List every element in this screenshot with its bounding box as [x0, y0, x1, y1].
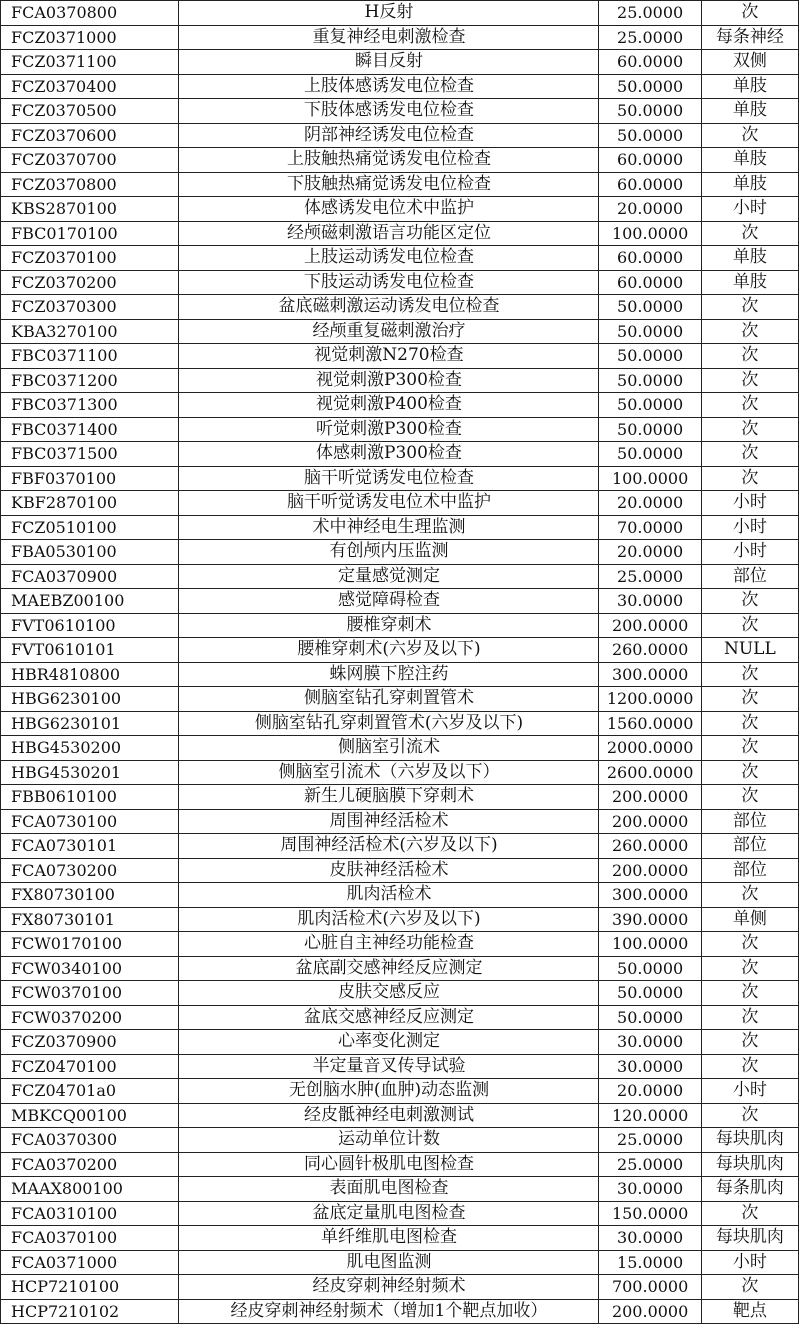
price-cell: 20.0000: [599, 491, 701, 516]
unit-cell: 单肢: [701, 148, 798, 173]
price-cell: 200.0000: [599, 785, 701, 810]
price-cell: 20.0000: [599, 540, 701, 565]
item-code-cell: HBG4530200: [1, 736, 179, 761]
item-name-cell: 盆底交感神经反应测定: [179, 1005, 599, 1030]
table-row: [1, 1128, 799, 1153]
table-row: [1, 589, 799, 614]
unit-cell: 每块肌肉: [701, 1152, 798, 1177]
table-row: [1, 564, 799, 589]
item-code-cell: FCZ0370800: [1, 172, 179, 197]
price-cell: 50.0000: [599, 368, 701, 393]
fee-table-body: [1, 1, 799, 1324]
unit-cell: 次: [701, 883, 798, 908]
table-row: [1, 883, 799, 908]
unit-cell: 次: [701, 417, 798, 442]
item-name-cell: 肌电图监测: [179, 1250, 599, 1275]
item-name-cell: 同心圆针极肌电图检查: [179, 1152, 599, 1177]
item-name-cell: 经颅磁刺激语言功能区定位: [179, 221, 599, 246]
item-code-cell: FBC0371200: [1, 368, 179, 393]
unit-cell: 部位: [701, 858, 798, 883]
table-row: [1, 172, 799, 197]
price-cell: 260.0000: [599, 834, 701, 859]
table-row: [1, 1226, 799, 1251]
table-row: [1, 491, 799, 516]
unit-cell: 小时: [701, 1250, 798, 1275]
item-code-cell: FBB0610100: [1, 785, 179, 810]
item-name-cell: 新生儿硬脑膜下穿刺术: [179, 785, 599, 810]
price-cell: 50.0000: [599, 981, 701, 1006]
price-cell: 300.0000: [599, 883, 701, 908]
table-row: [1, 123, 799, 148]
unit-cell: 次: [701, 589, 798, 614]
item-name-cell: 视觉刺激P300检查: [179, 368, 599, 393]
unit-cell: 次: [701, 662, 798, 687]
table-row: [1, 711, 799, 736]
table-row: [1, 393, 799, 418]
table-row: [1, 1177, 799, 1202]
price-cell: 30.0000: [599, 1054, 701, 1079]
item-code-cell: HCP7210100: [1, 1275, 179, 1300]
unit-cell: 次: [701, 1103, 798, 1128]
item-code-cell: FBC0371100: [1, 344, 179, 369]
item-name-cell: 阴部神经诱发电位检查: [179, 123, 599, 148]
table-row: [1, 1152, 799, 1177]
item-name-cell: 运动单位计数: [179, 1128, 599, 1153]
item-name-cell: 盆底定量肌电图检查: [179, 1201, 599, 1226]
price-cell: 390.0000: [599, 907, 701, 932]
price-cell: 30.0000: [599, 1030, 701, 1055]
table-row: [1, 736, 799, 761]
item-code-cell: FX80730100: [1, 883, 179, 908]
item-name-cell: 无创脑水肿(血肿)动态监测: [179, 1079, 599, 1104]
unit-cell: 次: [701, 221, 798, 246]
price-cell: 60.0000: [599, 172, 701, 197]
item-code-cell: KBS2870100: [1, 197, 179, 222]
item-code-cell: FBA0530100: [1, 540, 179, 565]
unit-cell: 次: [701, 1030, 798, 1055]
price-cell: 25.0000: [599, 25, 701, 50]
price-cell: 260.0000: [599, 638, 701, 663]
price-cell: 100.0000: [599, 466, 701, 491]
item-code-cell: FCA0371000: [1, 1250, 179, 1275]
item-name-cell: 皮肤交感反应: [179, 981, 599, 1006]
item-name-cell: 视觉刺激N270检查: [179, 344, 599, 369]
item-code-cell: FCA0730100: [1, 809, 179, 834]
item-name-cell: 侧脑室钻孔穿刺置管术(六岁及以下): [179, 711, 599, 736]
price-cell: 2600.0000: [599, 760, 701, 785]
unit-cell: 次: [701, 466, 798, 491]
item-name-cell: 脑干听觉诱发电位检查: [179, 466, 599, 491]
table-row: [1, 956, 799, 981]
price-cell: 30.0000: [599, 1226, 701, 1251]
item-name-cell: 侧脑室钻孔穿刺置管术: [179, 687, 599, 712]
item-code-cell: HBG6230101: [1, 711, 179, 736]
price-cell: 60.0000: [599, 148, 701, 173]
item-name-cell: 脑干听觉诱发电位术中监护: [179, 491, 599, 516]
item-code-cell: FCZ0510100: [1, 515, 179, 540]
table-row: [1, 1103, 799, 1128]
item-code-cell: HCP7210102: [1, 1299, 179, 1324]
price-cell: 1560.0000: [599, 711, 701, 736]
item-code-cell: FCA0370100: [1, 1226, 179, 1251]
table-row: [1, 74, 799, 99]
item-code-cell: FCZ0370500: [1, 99, 179, 124]
price-cell: 20.0000: [599, 1079, 701, 1104]
price-cell: 50.0000: [599, 344, 701, 369]
table-row: [1, 1201, 799, 1226]
unit-cell: 部位: [701, 809, 798, 834]
price-cell: 25.0000: [599, 1152, 701, 1177]
price-cell: 25.0000: [599, 1128, 701, 1153]
item-code-cell: FCA0730200: [1, 858, 179, 883]
item-name-cell: 重复神经电刺激检查: [179, 25, 599, 50]
item-name-cell: 腰椎穿刺术(六岁及以下): [179, 638, 599, 663]
item-code-cell: FCZ0370600: [1, 123, 179, 148]
table-row: [1, 809, 799, 834]
table-row: [1, 1, 799, 26]
table-row: [1, 540, 799, 565]
table-row: [1, 25, 799, 50]
item-code-cell: FCW0370200: [1, 1005, 179, 1030]
item-name-cell: 盆底磁刺激运动诱发电位检查: [179, 295, 599, 320]
item-code-cell: MBKCQ00100: [1, 1103, 179, 1128]
item-code-cell: FCZ0370700: [1, 148, 179, 173]
table-row: [1, 417, 799, 442]
unit-cell: 次: [701, 932, 798, 957]
item-name-cell: 半定量音叉传导试验: [179, 1054, 599, 1079]
unit-cell: NULL: [701, 638, 798, 663]
item-name-cell: 上肢体感诱发电位检查: [179, 74, 599, 99]
item-code-cell: FBC0170100: [1, 221, 179, 246]
item-code-cell: HBR4810800: [1, 662, 179, 687]
unit-cell: 次: [701, 1, 798, 26]
item-code-cell: FCA0370800: [1, 1, 179, 26]
item-code-cell: FBF0370100: [1, 466, 179, 491]
unit-cell: 部位: [701, 834, 798, 859]
price-cell: 25.0000: [599, 564, 701, 589]
item-code-cell: HBG6230100: [1, 687, 179, 712]
price-cell: 200.0000: [599, 858, 701, 883]
unit-cell: 次: [701, 442, 798, 467]
item-name-cell: 下肢运动诱发电位检查: [179, 270, 599, 295]
item-code-cell: FCA0370900: [1, 564, 179, 589]
price-cell: 200.0000: [599, 1299, 701, 1324]
price-cell: 60.0000: [599, 270, 701, 295]
item-name-cell: 表面肌电图检查: [179, 1177, 599, 1202]
price-cell: 120.0000: [599, 1103, 701, 1128]
table-row: [1, 1054, 799, 1079]
item-name-cell: H反射: [179, 1, 599, 26]
price-cell: 50.0000: [599, 442, 701, 467]
unit-cell: 次: [701, 711, 798, 736]
unit-cell: 每条神经: [701, 25, 798, 50]
item-code-cell: MAAX800100: [1, 1177, 179, 1202]
unit-cell: 小时: [701, 515, 798, 540]
price-cell: 1200.0000: [599, 687, 701, 712]
price-cell: 700.0000: [599, 1275, 701, 1300]
unit-cell: 次: [701, 785, 798, 810]
unit-cell: 小时: [701, 197, 798, 222]
item-code-cell: FCA0310100: [1, 1201, 179, 1226]
unit-cell: 次: [701, 393, 798, 418]
table-row: [1, 687, 799, 712]
item-code-cell: FCW0340100: [1, 956, 179, 981]
table-row: [1, 638, 799, 663]
price-cell: 50.0000: [599, 393, 701, 418]
price-cell: 2000.0000: [599, 736, 701, 761]
item-name-cell: 肌肉活检术: [179, 883, 599, 908]
table-row: [1, 246, 799, 271]
price-cell: 300.0000: [599, 662, 701, 687]
item-name-cell: 下肢触热痛觉诱发电位检查: [179, 172, 599, 197]
unit-cell: 次: [701, 981, 798, 1006]
table-row: [1, 319, 799, 344]
item-code-cell: KBF2870100: [1, 491, 179, 516]
item-code-cell: KBA3270100: [1, 319, 179, 344]
item-name-cell: 经皮穿刺神经射频术（增加1个靶点加收）: [179, 1299, 599, 1324]
unit-cell: 次: [701, 1201, 798, 1226]
unit-cell: 次: [701, 760, 798, 785]
item-name-cell: 盆底副交感神经反应测定: [179, 956, 599, 981]
item-name-cell: 心脏自主神经功能检查: [179, 932, 599, 957]
item-code-cell: FCZ0370900: [1, 1030, 179, 1055]
table-row: [1, 1299, 799, 1324]
unit-cell: 小时: [701, 1079, 798, 1104]
item-name-cell: 经皮穿刺神经射频术: [179, 1275, 599, 1300]
price-cell: 20.0000: [599, 197, 701, 222]
item-code-cell: FCZ0370200: [1, 270, 179, 295]
price-cell: 70.0000: [599, 515, 701, 540]
item-name-cell: 下肢体感诱发电位检查: [179, 99, 599, 124]
unit-cell: 次: [701, 123, 798, 148]
item-code-cell: FVT0610100: [1, 613, 179, 638]
item-name-cell: 视觉刺激P400检查: [179, 393, 599, 418]
item-code-cell: FCZ0370100: [1, 246, 179, 271]
item-name-cell: 心率变化测定: [179, 1030, 599, 1055]
item-code-cell: FCZ04701a0: [1, 1079, 179, 1104]
unit-cell: 单肢: [701, 74, 798, 99]
item-name-cell: 体感刺激P300检查: [179, 442, 599, 467]
table-row: [1, 1275, 799, 1300]
item-name-cell: 周围神经活检术(六岁及以下): [179, 834, 599, 859]
item-name-cell: 单纤维肌电图检查: [179, 1226, 599, 1251]
price-cell: 100.0000: [599, 221, 701, 246]
unit-cell: 单肢: [701, 246, 798, 271]
price-cell: 50.0000: [599, 123, 701, 148]
item-code-cell: FCZ0371000: [1, 25, 179, 50]
unit-cell: 双侧: [701, 50, 798, 75]
unit-cell: 部位: [701, 564, 798, 589]
table-row: [1, 1005, 799, 1030]
price-cell: 60.0000: [599, 50, 701, 75]
item-name-cell: 术中神经电生理监测: [179, 515, 599, 540]
table-row: [1, 515, 799, 540]
item-code-cell: FCA0370200: [1, 1152, 179, 1177]
item-name-cell: 侧脑室引流术（六岁及以下）: [179, 760, 599, 785]
unit-cell: 次: [701, 1275, 798, 1300]
table-row: [1, 148, 799, 173]
table-row: [1, 466, 799, 491]
item-code-cell: MAEBZ00100: [1, 589, 179, 614]
item-name-cell: 蛛网膜下腔注药: [179, 662, 599, 687]
item-code-cell: FCZ0470100: [1, 1054, 179, 1079]
unit-cell: 次: [701, 1054, 798, 1079]
unit-cell: 每条肌肉: [701, 1177, 798, 1202]
unit-cell: 次: [701, 736, 798, 761]
item-name-cell: 瞬目反射: [179, 50, 599, 75]
unit-cell: 单肢: [701, 99, 798, 124]
unit-cell: 次: [701, 687, 798, 712]
item-name-cell: 经皮骶神经电刺激测试: [179, 1103, 599, 1128]
price-cell: 30.0000: [599, 589, 701, 614]
item-code-cell: FCW0170100: [1, 932, 179, 957]
unit-cell: 靶点: [701, 1299, 798, 1324]
item-name-cell: 周围神经活检术: [179, 809, 599, 834]
item-name-cell: 定量感觉测定: [179, 564, 599, 589]
item-name-cell: 皮肤神经活检术: [179, 858, 599, 883]
item-name-cell: 体感诱发电位术中监护: [179, 197, 599, 222]
table-row: [1, 197, 799, 222]
price-cell: 50.0000: [599, 417, 701, 442]
item-name-cell: 上肢触热痛觉诱发电位检查: [179, 148, 599, 173]
item-code-cell: FCW0370100: [1, 981, 179, 1006]
table-row: [1, 295, 799, 320]
price-cell: 50.0000: [599, 295, 701, 320]
item-code-cell: FVT0610101: [1, 638, 179, 663]
item-code-cell: FCZ0371100: [1, 50, 179, 75]
table-row: [1, 662, 799, 687]
item-code-cell: FBC0371400: [1, 417, 179, 442]
price-cell: 50.0000: [599, 74, 701, 99]
unit-cell: 每块肌肉: [701, 1128, 798, 1153]
item-code-cell: FBC0371300: [1, 393, 179, 418]
table-row: [1, 834, 799, 859]
price-cell: 200.0000: [599, 809, 701, 834]
unit-cell: 小时: [701, 491, 798, 516]
item-name-cell: 肌肉活检术(六岁及以下): [179, 907, 599, 932]
item-name-cell: 上肢运动诱发电位检查: [179, 246, 599, 271]
item-name-cell: 感觉障碍检查: [179, 589, 599, 614]
price-cell: 100.0000: [599, 932, 701, 957]
unit-cell: 次: [701, 613, 798, 638]
table-row: [1, 442, 799, 467]
table-row: [1, 1250, 799, 1275]
price-cell: 150.0000: [599, 1201, 701, 1226]
price-cell: 60.0000: [599, 246, 701, 271]
item-name-cell: 腰椎穿刺术: [179, 613, 599, 638]
table-row: [1, 270, 799, 295]
table-row: [1, 760, 799, 785]
unit-cell: 每块肌肉: [701, 1226, 798, 1251]
unit-cell: 次: [701, 319, 798, 344]
price-cell: 30.0000: [599, 1177, 701, 1202]
price-cell: 50.0000: [599, 956, 701, 981]
table-row: [1, 613, 799, 638]
item-code-cell: FBC0371500: [1, 442, 179, 467]
table-row: [1, 221, 799, 246]
table-row: [1, 50, 799, 75]
table-row: [1, 1079, 799, 1104]
item-code-cell: FCA0730101: [1, 834, 179, 859]
item-code-cell: FCZ0370400: [1, 74, 179, 99]
item-code-cell: FCA0370300: [1, 1128, 179, 1153]
price-cell: 50.0000: [599, 1005, 701, 1030]
table-row: [1, 932, 799, 957]
unit-cell: 次: [701, 344, 798, 369]
price-cell: 25.0000: [599, 1, 701, 26]
unit-cell: 单侧: [701, 907, 798, 932]
item-code-cell: HBG4530201: [1, 760, 179, 785]
price-cell: 50.0000: [599, 99, 701, 124]
item-name-cell: 听觉刺激P300检查: [179, 417, 599, 442]
unit-cell: 次: [701, 368, 798, 393]
table-row: [1, 1030, 799, 1055]
unit-cell: 次: [701, 295, 798, 320]
unit-cell: 次: [701, 1005, 798, 1030]
item-code-cell: FCZ0370300: [1, 295, 179, 320]
price-cell: 15.0000: [599, 1250, 701, 1275]
price-cell: 200.0000: [599, 613, 701, 638]
table-row: [1, 907, 799, 932]
table-row: [1, 785, 799, 810]
table-row: [1, 981, 799, 1006]
unit-cell: 单肢: [701, 270, 798, 295]
unit-cell: 单肢: [701, 172, 798, 197]
table-row: [1, 344, 799, 369]
table-row: [1, 99, 799, 124]
item-name-cell: 侧脑室引流术: [179, 736, 599, 761]
price-cell: 50.0000: [599, 319, 701, 344]
item-name-cell: 经颅重复磁刺激治疗: [179, 319, 599, 344]
unit-cell: 次: [701, 956, 798, 981]
table-row: [1, 368, 799, 393]
table-row: [1, 858, 799, 883]
item-name-cell: 有创颅内压监测: [179, 540, 599, 565]
item-code-cell: FX80730101: [1, 907, 179, 932]
unit-cell: 小时: [701, 540, 798, 565]
